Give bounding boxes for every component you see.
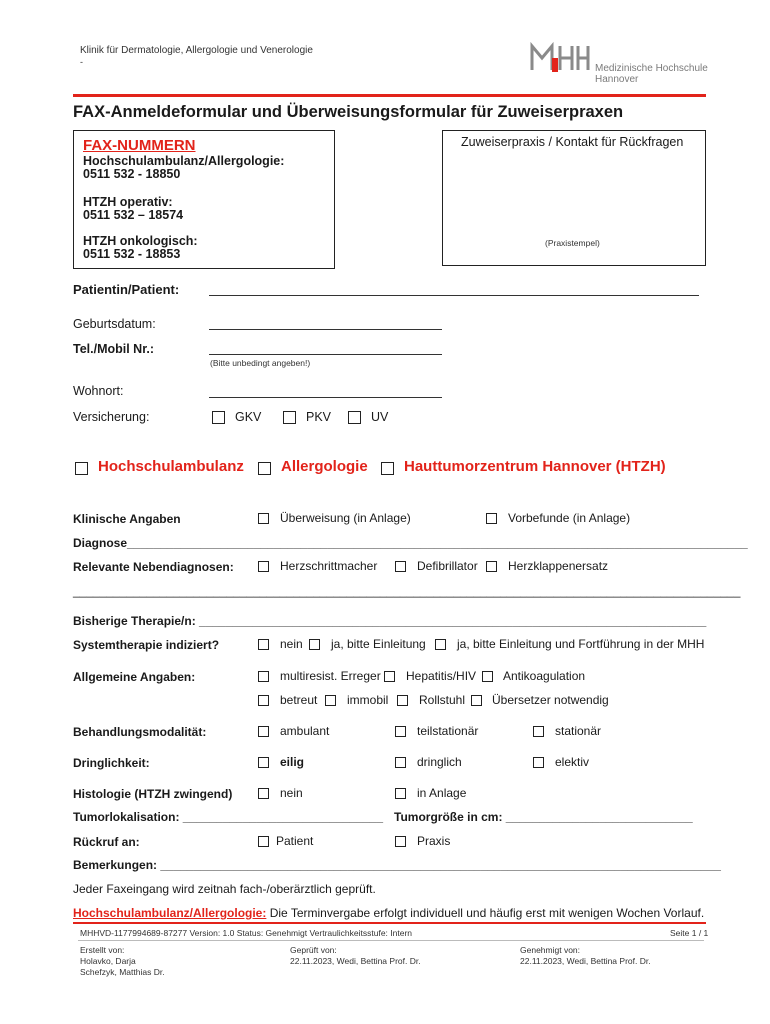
checkbox-histology-no[interactable] — [258, 788, 269, 799]
dept-htzh: Hauttumorzentrum Hannover (HTZH) — [404, 458, 666, 475]
approved-value: 22.11.2023, Wedi, Bettina Prof. Dr. — [520, 956, 651, 966]
option-hepatitis: Hepatitis/HIV — [406, 669, 477, 683]
option-gkv: GKV — [235, 410, 262, 424]
checked-column — [290, 945, 421, 967]
tumor-location-line[interactable]: Tumorlokalisation: ______________________________ — [73, 810, 384, 824]
document-approval-table — [78, 940, 704, 981]
modality-label: Behandlungsmodalität: — [73, 725, 207, 739]
mhh-logo-mark — [530, 42, 590, 74]
checkbox-htzh[interactable] — [381, 462, 394, 475]
checkbox-daycare[interactable] — [395, 726, 406, 737]
residence-label: Wohnort: — [73, 384, 124, 398]
option-callback-practice: Praxis — [417, 834, 451, 848]
clinic-subline: - — [80, 57, 83, 67]
checkbox-translator[interactable] — [471, 695, 482, 706]
urgency-label: Dringlichkeit: — [73, 756, 150, 770]
option-defibrillator: Defibrillator — [417, 559, 478, 573]
page-number: Seite 1 / 1 — [670, 928, 709, 938]
checkbox-wheelchair[interactable] — [397, 695, 408, 706]
tumor-size-line[interactable]: Tumorgröße in cm: ____________________________ — [394, 810, 693, 824]
option-callback-patient: Patient — [276, 834, 314, 848]
checkbox-systemic-initiate[interactable] — [309, 639, 320, 650]
option-immobile: immobil — [347, 693, 389, 707]
checkbox-hepatitis[interactable] — [384, 671, 395, 682]
option-pacemaker: Herzschrittmacher — [280, 559, 378, 573]
histology-label: Histologie (HTZH zwingend) — [73, 787, 233, 801]
option-inpatient: stationär — [555, 724, 602, 738]
checkbox-urgent[interactable] — [258, 757, 269, 768]
fax-label-2: HTZH operativ: — [83, 195, 173, 209]
checkbox-anticoagulation[interactable] — [482, 671, 493, 682]
review-note: Jeder Faxeingang wird zeitnah fach-/oberärztlich geprüft. — [73, 882, 376, 896]
clinical-label: Klinische Angaben — [73, 512, 181, 526]
appointment-note — [73, 906, 704, 920]
checkbox-callback-patient[interactable] — [258, 836, 269, 847]
option-pressing: dringlich — [417, 755, 462, 769]
fax-label-1: Hochschulambulanz/Allergologie: — [83, 154, 285, 168]
checkbox-gkv[interactable] — [212, 411, 225, 424]
option-urgent: eilig — [280, 755, 305, 769]
approved-column — [520, 945, 651, 967]
option-supervised: betreut — [280, 693, 318, 707]
checkbox-uv[interactable] — [348, 411, 361, 424]
checkbox-histology-attached[interactable] — [395, 788, 406, 799]
checkbox-pressing[interactable] — [395, 757, 406, 768]
checkbox-callback-practice[interactable] — [395, 836, 406, 847]
checkbox-pkv[interactable] — [283, 411, 296, 424]
insurance-label: Versicherung: — [73, 410, 150, 424]
option-ambulatory: ambulant — [280, 724, 330, 738]
appointment-note-label: Hochschulambulanz/Allergologie: — [73, 906, 267, 920]
option-pkv: PKV — [306, 410, 332, 424]
logo-line-2: Hannover — [595, 74, 639, 85]
birth-label: Geburtsdatum: — [73, 317, 156, 331]
option-translator: Übersetzer notwendig — [492, 693, 609, 707]
created-label: Erstellt von: — [80, 945, 125, 955]
option-systemic-initiate: ja, bitte Einleitung — [331, 637, 426, 651]
fax-label-3: HTZH onkologisch: — [83, 234, 198, 248]
checkbox-supervised[interactable] — [258, 695, 269, 706]
footer-divider — [73, 922, 706, 924]
header-divider — [73, 94, 706, 97]
checkbox-referral[interactable] — [258, 513, 269, 524]
secondary-diagnoses-label: Relevante Nebendiagnosen: — [73, 560, 234, 574]
systemic-therapy-label: Systemtherapie indiziert? — [73, 638, 220, 652]
created-column — [80, 945, 165, 978]
checkbox-hochschulambulanz[interactable] — [75, 462, 88, 475]
document-info: MHHVD-1177994689-87277 Version: 1.0 Status: Genehmigt Vertraulichkeitsstufe: Intern — [80, 928, 413, 938]
checkbox-ambulatory[interactable] — [258, 726, 269, 737]
logo-line-1: Medizinische Hochschule — [595, 63, 708, 74]
created-name-1: Holavko, Darja — [80, 956, 136, 966]
form-title: FAX-Anmeldeformular und Überweisungsformular für Zuweiserpraxen — [73, 103, 624, 121]
created-name-2: Schefzyk, Matthias Dr. — [80, 967, 165, 977]
checkbox-allergologie[interactable] — [258, 462, 271, 475]
checkbox-systemic-continue[interactable] — [435, 639, 446, 650]
option-uv: UV — [371, 410, 389, 424]
option-daycare: teilstationär — [417, 724, 479, 738]
general-info-label: Allgemeine Angaben: — [73, 670, 196, 684]
checkbox-immobile[interactable] — [325, 695, 336, 706]
dept-hochschulambulanz: Hochschulambulanz — [98, 458, 244, 475]
checkbox-inpatient[interactable] — [533, 726, 544, 737]
phone-field[interactable] — [209, 354, 442, 355]
option-wheelchair: Rollstuhl — [419, 693, 466, 707]
option-mrsa: multiresist. Erreger — [280, 669, 381, 683]
fax-heading: FAX-NUMMERN — [83, 137, 196, 154]
phone-hint: (Bitte unbedingt angeben!) — [210, 358, 311, 368]
appointment-note-text: Die Terminvergabe erfolgt individuell und häufig erst mit wenigen Wochen Vorlauf. — [266, 906, 705, 920]
checkbox-elective[interactable] — [533, 757, 544, 768]
checked-value: 22.11.2023, Wedi, Bettina Prof. Dr. — [290, 956, 421, 966]
checkbox-defibrillator[interactable] — [395, 561, 406, 572]
option-heart-valve: Herzklappenersatz — [508, 559, 609, 573]
callback-label: Rückruf an: — [73, 835, 140, 849]
checkbox-prior-findings[interactable] — [486, 513, 497, 524]
prior-therapy-line[interactable]: Bisherige Therapie/n: ____________________________________________________________________________ — [73, 614, 707, 628]
checkbox-heart-valve[interactable] — [486, 561, 497, 572]
contact-box-title: Zuweiserpraxis / Kontakt für Rückfragen — [461, 135, 684, 149]
option-histology-no: nein — [280, 786, 303, 800]
option-systemic-no: nein — [280, 637, 303, 651]
patient-name-field[interactable] — [209, 295, 699, 296]
checked-label: Geprüft von: — [290, 945, 337, 955]
birthdate-field[interactable] — [209, 329, 442, 330]
secondary-diagnoses-line[interactable]: ____________________________________________________________________________________________________ — [73, 584, 741, 598]
clinic-name: Klinik für Dermatologie, Allergologie und Venerologie — [80, 45, 313, 56]
checkbox-pacemaker[interactable] — [258, 561, 269, 572]
dept-allergologie: Allergologie — [281, 458, 368, 475]
patient-label: Patientin/Patient: — [73, 282, 180, 297]
fax-number-2: 0511 532 – 18574 — [83, 208, 184, 222]
checkbox-mrsa[interactable] — [258, 671, 269, 682]
diagnosis-line[interactable]: Diagnose_____________________________________________________________________________________________ — [73, 536, 748, 550]
checkbox-systemic-no[interactable] — [258, 639, 269, 650]
option-histology-attached: in Anlage — [417, 786, 467, 800]
option-prior-findings: Vorbefunde (in Anlage) — [508, 511, 631, 525]
fax-number-1: 0511 532 - 18850 — [83, 167, 181, 181]
mhh-logo — [530, 42, 590, 79]
option-anticoagulation: Antikoagulation — [503, 669, 586, 683]
remarks-line[interactable]: Bemerkungen: ____________________________________________________________________________________ — [73, 858, 721, 872]
option-elective: elektiv — [555, 755, 590, 769]
option-systemic-continue: ja, bitte Einleitung und Fortführung in der MHH — [457, 637, 705, 651]
approved-label: Genehmigt von: — [520, 945, 581, 955]
fax-number-3: 0511 532 - 18853 — [83, 247, 181, 261]
phone-label: Tel./Mobil Nr.: — [73, 342, 155, 356]
residence-field[interactable] — [209, 397, 442, 398]
stamp-hint: (Praxistempel) — [545, 238, 600, 248]
option-referral: Überweisung (in Anlage) — [280, 511, 411, 525]
